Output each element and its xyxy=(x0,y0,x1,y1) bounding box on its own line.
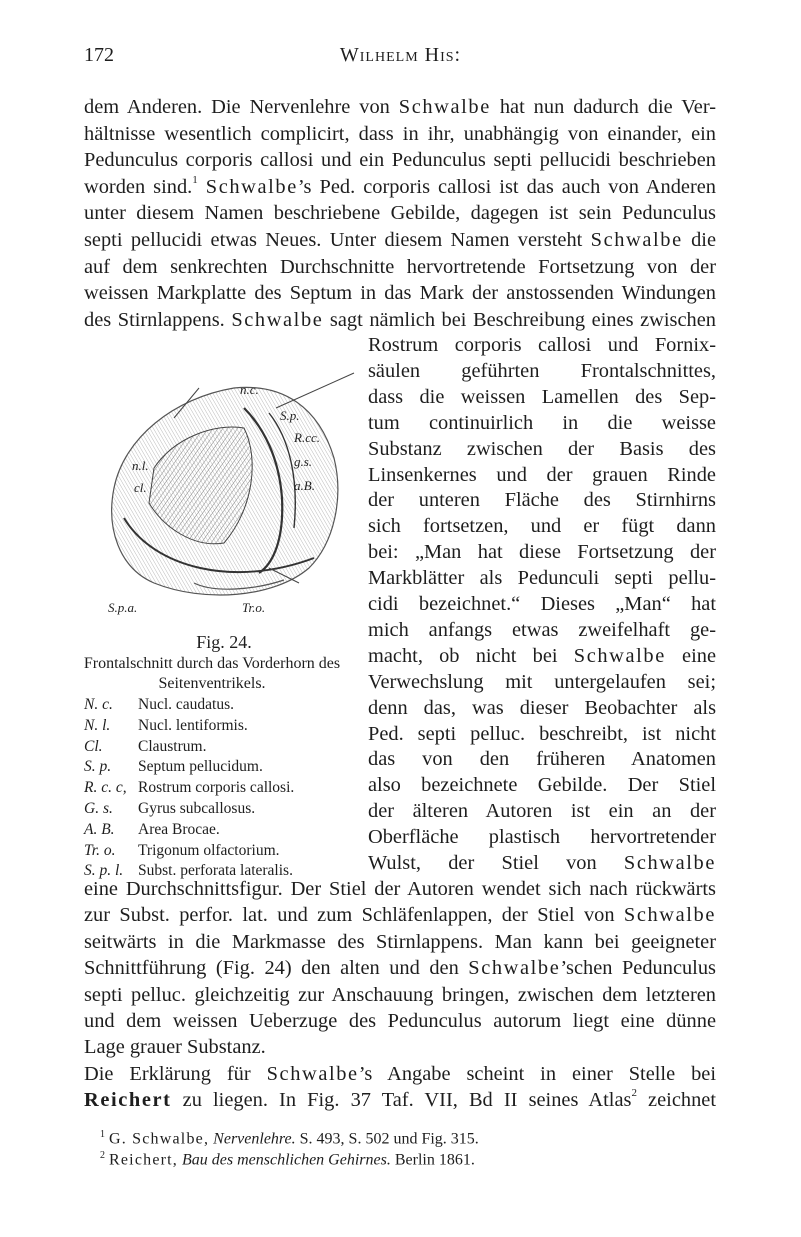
text-segment: Verwechslung mit untergelaufen sei; xyxy=(368,670,716,693)
author-name: Schwalbe xyxy=(468,957,561,980)
text-segment: sagt nämlich bei Beschreibung eines zwischen xyxy=(323,308,716,331)
fig-label-nl: n.l. xyxy=(132,458,149,473)
author-name: Schwalbe xyxy=(205,175,298,198)
footnote-rest: Berlin 1861. xyxy=(390,1151,475,1169)
fig-label-cl: cl. xyxy=(134,480,147,495)
text-segment: dem Anderen. Die Nervenlehre von xyxy=(84,96,399,118)
text-segment: die xyxy=(682,229,716,251)
footnote-rest: S. 493, S. 502 und Fig. 315. xyxy=(295,1130,479,1148)
text-line xyxy=(84,280,716,306)
text-segment: Oberfläche plastisch hervortretender xyxy=(368,826,716,849)
text-segment: säulen geführten Frontalschnittes, xyxy=(368,359,716,382)
text-line xyxy=(368,487,716,513)
text-segment: Rostrum corporis callosi und Fornix- xyxy=(368,334,716,356)
figure-caption: Frontalschnitt durch das Vorderhorn des Seitenventrikels. xyxy=(83,655,341,692)
text-line xyxy=(368,617,716,643)
text-line xyxy=(368,721,716,747)
page-number: 172 xyxy=(84,44,114,66)
page-header xyxy=(84,44,717,72)
text-segment: macht, ob nicht bei xyxy=(368,644,574,667)
text-line xyxy=(368,436,716,462)
legend-abbr: N. c. xyxy=(84,696,113,713)
text-segment: auf dem senkrechten Durchschnitte hervortretende Fortsetzung von der xyxy=(84,255,716,278)
text-segment: weissen Markplatte des Septum in das Mark der anstossenden Windungen xyxy=(84,282,716,305)
text-line-final-2 xyxy=(84,1087,716,1113)
legend-abbr: Cl. xyxy=(84,737,103,755)
text-segment: Ped. septi pelluc. beschreibt, ist nicht xyxy=(368,722,716,745)
text-line xyxy=(84,200,716,226)
text-segment: Substanz zwischen der Basis des xyxy=(368,437,716,460)
text-segment: also bezeichnete Gebilde. Der Stiel xyxy=(368,774,716,797)
text-segment: ’s Angabe scheint in einer Stelle bei xyxy=(358,1062,716,1085)
text-segment: Markblätter als Pedunculi septi pellu- xyxy=(368,567,716,590)
legend-abbr: R. c. c, xyxy=(84,779,127,797)
legend-text: Area Brocae. xyxy=(138,820,220,838)
legend-text: Nucl. caudatus. xyxy=(138,696,234,713)
legend-text: Nucl. lentiformis. xyxy=(138,716,248,734)
text-segment: und dem weissen Ueberzuge des Pedunculus autorum liegt eine dünne xyxy=(84,1010,716,1032)
text-segment: der unteren Fläche des Stirnhirns xyxy=(368,489,716,512)
legend-abbr: N. l. xyxy=(84,716,111,734)
legend-abbr: Tr. o. xyxy=(84,841,116,859)
footnote-ref-2: 2 xyxy=(631,1087,637,1100)
text-line xyxy=(368,591,716,617)
text-segment: das von den früheren Anatomen xyxy=(368,748,716,771)
text-line xyxy=(368,850,716,876)
text-line xyxy=(368,824,716,850)
footnote-author: Reichert, xyxy=(109,1151,178,1169)
fig-label-spa: S.p.a. xyxy=(108,600,138,615)
text-line xyxy=(84,174,716,200)
text-segment: zeichnet xyxy=(636,1089,716,1112)
legend-row xyxy=(84,758,374,779)
text-segment: denn das, was dieser Beobachter als xyxy=(368,696,716,719)
text-segment: Schnittführung (Fig. 24) den alten und den xyxy=(84,957,469,980)
text-segment: ’schen Pedunculus xyxy=(560,957,716,980)
text-segment: mich anfangs etwas zweifelhaft ge- xyxy=(368,618,716,641)
text-segment: worden sind. xyxy=(84,175,193,198)
footnote-title: Bau des menschlichen Gehirnes. xyxy=(182,1151,391,1169)
fig-label-nc: n.c. xyxy=(240,382,259,397)
fig-label-tro: Tr.o. xyxy=(242,600,266,615)
legend-abbr: S. p. xyxy=(84,758,112,776)
text-segment: hältnisse wesentlich complicirt, dass in ihr, unabhängig von einander, ein xyxy=(84,122,716,145)
text-segment: eine Durchschnittsfigur. Der Stiel der Autoren wendet sich nach rückwärts xyxy=(84,878,716,900)
legend-row xyxy=(84,779,374,800)
legend-abbr: A. B. xyxy=(84,820,115,838)
author-name: Schwalbe xyxy=(266,1062,359,1085)
text-line xyxy=(84,929,716,955)
text-line xyxy=(84,94,716,120)
footnote-ref-1: 1 xyxy=(192,174,198,186)
text-line xyxy=(368,643,716,669)
text-line xyxy=(84,307,716,333)
legend-abbr: G. s. xyxy=(84,799,113,817)
text-line xyxy=(84,227,716,253)
text-segment: septi pelluc. gleichzeitig zur Anschauung bringen, zwischen dem letzteren xyxy=(84,983,716,1006)
text-line-final-1 xyxy=(84,1061,716,1087)
legend-row xyxy=(84,862,374,883)
footnote-number: 2 xyxy=(100,1150,105,1161)
text-line xyxy=(368,539,716,565)
footnote-2 xyxy=(100,1145,716,1170)
legend-row xyxy=(84,717,374,738)
text-segment: des Stirnlappens. xyxy=(84,308,232,331)
figure-title: Fig. 24. xyxy=(196,632,252,652)
text-segment: unter diesem Namen beschriebene Gebilde, dagegen ist sein Pedunculus xyxy=(84,202,716,225)
text-segment: sich fortsetzen, und er fügt dann xyxy=(368,515,716,538)
text-line xyxy=(368,565,716,591)
text-segment: Pedunculus corporis callosi und ein Pedunculus septi pellucidi beschrieben xyxy=(84,149,716,172)
text-segment: Wulst, der Stiel von xyxy=(368,852,624,874)
text-line xyxy=(368,669,716,695)
legend-text: Septum pellucidum. xyxy=(138,758,263,776)
text-segment: zu liegen. In Fig. 37 Taf. VII, Bd II seines Atlas xyxy=(171,1089,632,1112)
footnote-title: Nervenlehre. xyxy=(213,1130,296,1148)
text-segment: seitwärts in die Markmasse des Stirnlappens. Man kann bei geeigneter xyxy=(84,930,716,953)
text-line xyxy=(84,1008,716,1034)
text-line xyxy=(368,798,716,824)
text-segment: der älteren Autoren ist ein an der xyxy=(368,800,716,823)
author-name: Schwalbe xyxy=(573,644,666,667)
text-line xyxy=(368,462,716,488)
text-segment: eine xyxy=(665,644,716,667)
text-line xyxy=(368,513,716,539)
author-name: Schwalbe xyxy=(398,96,491,118)
text-segment xyxy=(198,176,206,198)
text-line xyxy=(84,147,716,173)
author-name: Schwalbe xyxy=(590,229,683,251)
text-line xyxy=(368,695,716,721)
fig-label-ab: a.B. xyxy=(294,478,315,493)
legend-abbr: S. p. l. xyxy=(84,862,124,880)
text-line xyxy=(84,902,716,928)
running-head: Wilhelm His: xyxy=(339,44,462,66)
fig-label-rcc: R.cc. xyxy=(294,430,320,445)
text-segment: zur Subst. perfor. lat. und zum Schläfenlappen, der Stiel von xyxy=(84,904,624,927)
fig-label-gs: g.s. xyxy=(294,454,313,469)
author-name: Schwalbe xyxy=(623,904,716,927)
legend-row xyxy=(84,696,374,717)
text-line xyxy=(368,772,716,798)
author-name: Schwalbe xyxy=(231,308,324,331)
legend-text: Trigonum olfactorium. xyxy=(138,841,280,859)
text-line xyxy=(368,358,716,384)
text-segment: tum continuirlich in die weisse xyxy=(368,411,716,434)
legend-text: Claustrum. xyxy=(138,737,207,755)
text-segment: Die Erklärung für xyxy=(84,1062,267,1085)
text-segment: Lage grauer Substanz. xyxy=(84,1036,266,1059)
footnote-number: 1 xyxy=(100,1129,105,1140)
brain-section-illustration xyxy=(94,368,374,630)
text-segment: hat nun dadurch die Ver- xyxy=(490,96,716,118)
text-segment: dass die weissen Lamellen des Sep- xyxy=(368,385,716,408)
footnote-author: G. Schwalbe, xyxy=(109,1130,210,1148)
text-segment: Linsenkernes und der grauen Rinde xyxy=(368,463,716,486)
text-line xyxy=(84,254,716,280)
text-segment: bei: „Man hat diese Fortsetzung der xyxy=(368,541,716,564)
text-line xyxy=(368,746,716,772)
text-line xyxy=(84,1034,716,1060)
figure-24-drawing xyxy=(94,368,374,630)
author-name: Schwalbe xyxy=(623,852,716,874)
legend-row xyxy=(84,738,374,759)
text-segment: ’s Ped. corporis callosi ist das auch von Anderen xyxy=(297,175,716,198)
fig-label-sp: S.p. xyxy=(280,408,300,423)
author-name: Reichert xyxy=(84,1089,172,1112)
text-line xyxy=(84,121,716,147)
text-line xyxy=(84,982,716,1008)
figure-legend xyxy=(84,696,374,883)
text-segment: cidi bezeichnet.“ Dieses „Man“ hat xyxy=(368,593,716,615)
legend-row xyxy=(84,821,374,842)
section-outline xyxy=(112,373,354,595)
legend-text: Rostrum corporis callosi. xyxy=(138,779,295,797)
legend-row xyxy=(84,800,374,821)
legend-text: Gyrus subcallosus. xyxy=(138,799,256,817)
legend-row xyxy=(84,842,374,863)
text-line xyxy=(368,332,716,358)
legend-text: Subst. perforata lateralis. xyxy=(138,862,293,880)
text-line xyxy=(368,384,716,410)
text-line xyxy=(84,955,716,981)
text-segment: septi pellucidi etwas Neues. Unter diesem Namen versteht xyxy=(84,229,591,251)
text-line xyxy=(368,410,716,436)
